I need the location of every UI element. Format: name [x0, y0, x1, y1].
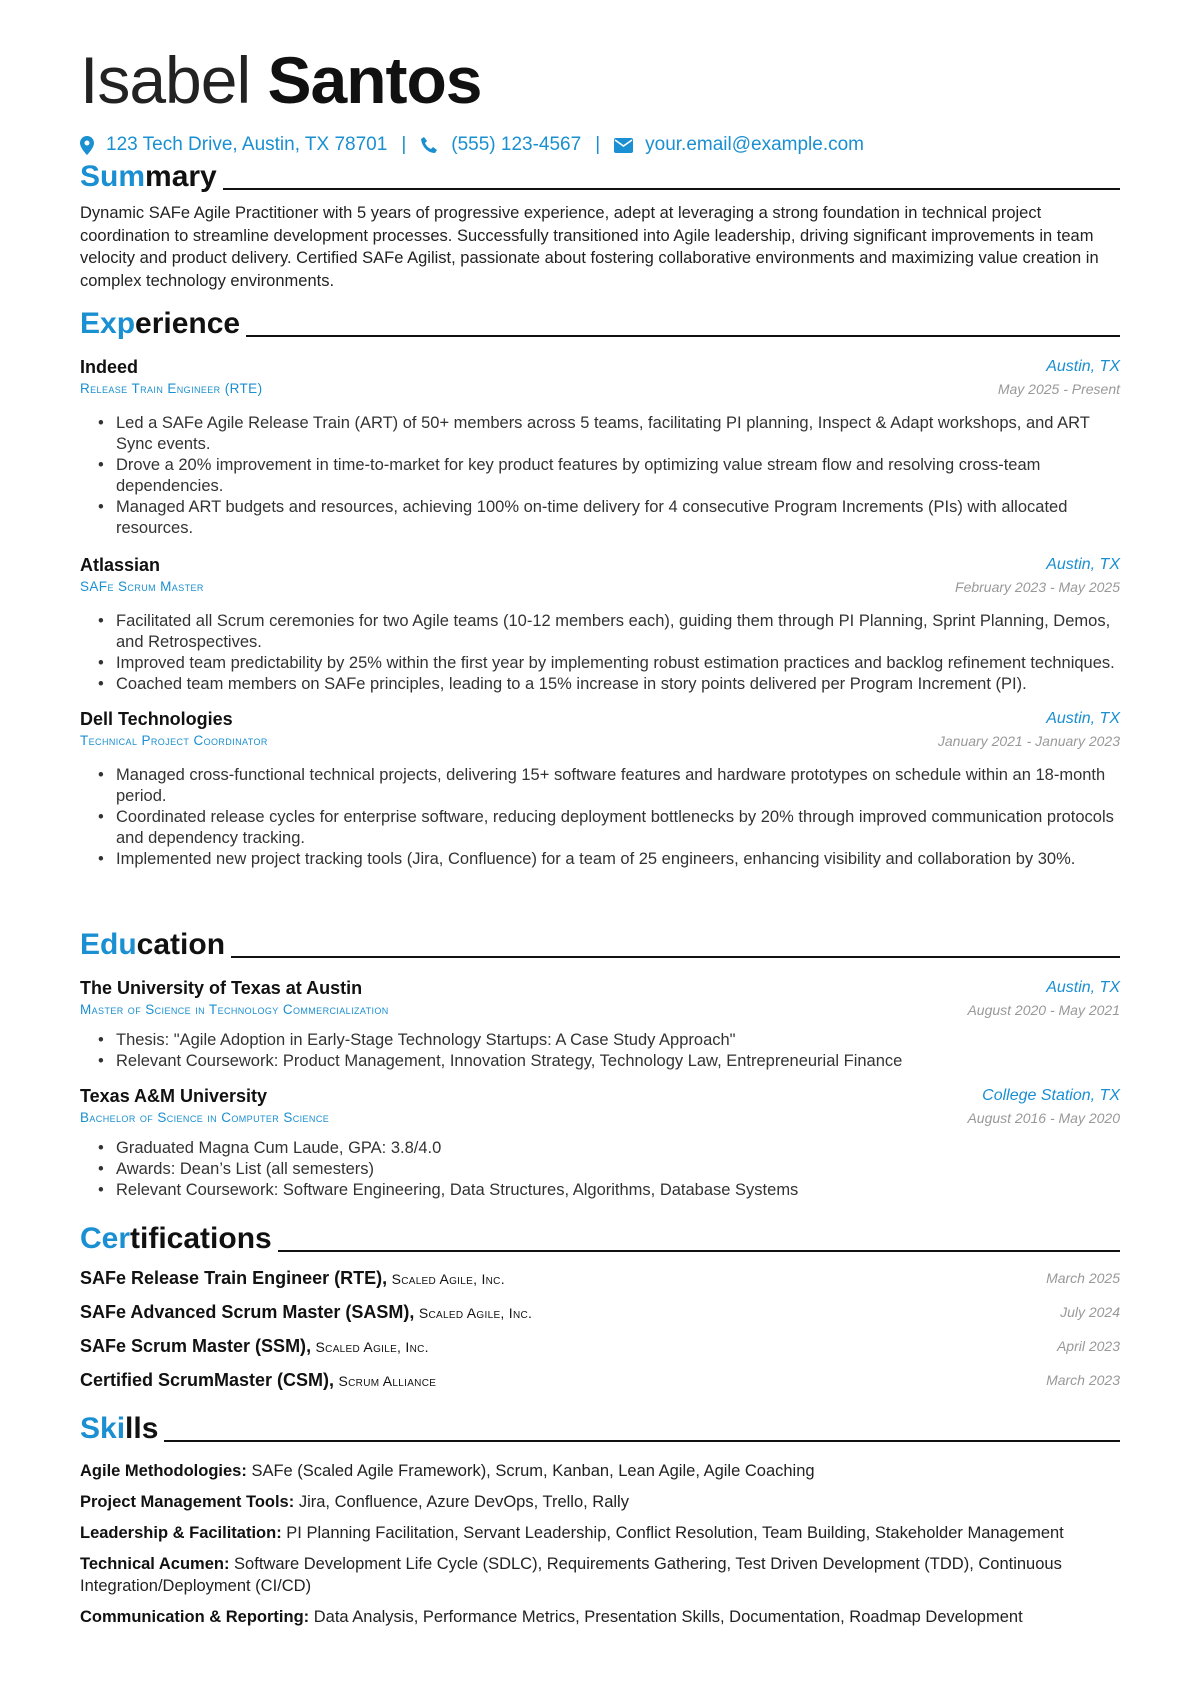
job-company: Indeed	[80, 357, 139, 377]
first-name: Isabel	[80, 43, 251, 117]
skill-value: Jira, Confluence, Azure DevOps, Trello, Rally	[298, 1493, 629, 1511]
job-entry	[80, 707, 1120, 870]
school-dates: August 2016 - May 2020	[967, 1110, 1120, 1126]
section-heading	[80, 1220, 1120, 1258]
job-company: Atlassian	[80, 555, 161, 575]
school-name: Texas A&M University	[80, 1086, 268, 1106]
skill-row	[80, 1491, 1120, 1513]
school-name: The University of Texas at Austin	[80, 978, 363, 998]
certification-date: March 2023	[1046, 1372, 1120, 1388]
certification-item: SAFe Release Train Engineer (RTE), Scaled Agile, Inc. March 2025	[80, 1261, 1120, 1295]
bullet-item: • Implemented new project tracking tools (Jira, Confluence) for a team of 25 engineers, enhancing visibility and collaboration by 30%.	[116, 849, 1120, 870]
section-title: Education	[80, 928, 226, 961]
section-heading	[80, 305, 1120, 343]
phone-item	[420, 134, 581, 156]
certification-list	[80, 1261, 1120, 1397]
skill-row	[80, 1522, 1120, 1544]
section-title: Summary	[80, 160, 217, 193]
section-rule	[223, 188, 1120, 190]
bullet-item: • Thesis: "Agile Adoption in Early-Stage Technology Startups: A Case Study Approach"	[116, 1030, 1120, 1051]
certification-date: April 2023	[1056, 1338, 1120, 1354]
skill-label: Project Management Tools:	[80, 1493, 295, 1511]
skill-label: Communication & Reporting:	[80, 1608, 310, 1626]
bullet-item: • Managed cross-functional technical projects, delivering 15+ software features and hardware prototypes on schedule within an 18-month period.	[116, 765, 1120, 807]
bullet-item: • Managed ART budgets and resources, achieving 100% on-time delivery for 4 consecutive Program Increments (PIs) with allocated resources.	[116, 497, 1120, 539]
bullet-item: • Improved team predictability by 25% within the first year by implementing robust estimation practices and backlog refinement techniques.	[116, 653, 1120, 674]
job-bullets	[80, 413, 1120, 539]
map-marker-icon	[80, 136, 94, 155]
phone-text: (555) 123-4567	[451, 134, 582, 155]
email-link[interactable]: your.email@example.com	[645, 134, 864, 155]
job-location: Austin, TX	[1046, 710, 1120, 727]
job-title: SAFe Scrum Master	[80, 579, 204, 594]
bullet-item: • Relevant Coursework: Software Engineering, Data Structures, Algorithms, Database Systems	[116, 1180, 1120, 1201]
job-bullets	[80, 765, 1120, 870]
skills-list	[80, 1460, 1120, 1628]
section-title: Certifications	[80, 1222, 272, 1255]
bullet-item: • Led a SAFe Agile Release Train (ART) of 50+ members across 5 teams, facilitating PI planning, Inspect & Adapt workshops, and ART Sync events.	[116, 413, 1120, 455]
email-item[interactable]	[614, 134, 864, 156]
certification-item: SAFe Advanced Scrum Master (SASM), Scaled Agile, Inc. July 2024	[80, 1295, 1120, 1329]
section-rule	[231, 956, 1120, 958]
skill-value: PI Planning Facilitation, Servant Leadership, Conflict Resolution, Team Building, Stakeholder Management	[286, 1524, 1064, 1542]
certification-name: SAFe Release Train Engineer (RTE)	[80, 1268, 383, 1288]
envelope-icon	[614, 138, 633, 153]
contact-separator: |	[595, 134, 601, 155]
bullet-item: • Coordinated release cycles for enterprise software, reducing deployment bottlenecks by 20% through improved communication protocols and dependency tracking.	[116, 807, 1120, 849]
certifications-section	[80, 1220, 1120, 1397]
bullet-item: • Facilitated all Scrum ceremonies for two Agile teams (10-12 members each), guiding them through PI Planning, Sprint Planning, Demos, and Retrospectives.	[116, 611, 1120, 653]
bullet-item: • Relevant Coursework: Product Management, Innovation Strategy, Technology Law, Entrepreneurial Finance	[116, 1051, 1120, 1072]
job-title: Technical Project Coordinator	[80, 733, 268, 748]
certification-name: SAFe Advanced Scrum Master (SASM)	[80, 1302, 410, 1322]
section-title: Skills	[80, 1412, 159, 1445]
certification-name: Certified ScrumMaster (CSM)	[80, 1370, 330, 1390]
job-entry	[80, 553, 1120, 695]
education-entry	[80, 1084, 1120, 1201]
contact-separator: |	[401, 134, 407, 155]
candidate-name	[80, 40, 482, 120]
degree-title: Master of Science in Technology Commercialization	[80, 1002, 389, 1017]
summary-text: Dynamic SAFe Agile Practitioner with 5 years of progressive experience, adept at leveraging a strong foundation in technical project coordination to streamline development processes. Successfully transitioned into Agile leadership, driving significant improvements in team velocity and product delivery. Certified SAFe Agilist, passionate about fostering collaborative environments and maximizing value creation in complex technology environments.	[80, 204, 1099, 290]
job-dates: January 2021 - January 2023	[937, 733, 1120, 749]
bullet-item: • Graduated Magna Cum Laude, GPA: 3.8/4.0	[116, 1138, 1120, 1159]
skill-row	[80, 1606, 1120, 1628]
phone-icon	[420, 136, 439, 155]
school-dates: August 2020 - May 2021	[967, 1002, 1120, 1018]
section-rule	[246, 335, 1120, 337]
section-rule	[278, 1250, 1120, 1252]
skill-row	[80, 1553, 1120, 1597]
job-title: Release Train Engineer (RTE)	[80, 381, 263, 396]
certification-name: SAFe Scrum Master (SSM)	[80, 1336, 307, 1356]
experience-section	[80, 305, 1120, 870]
section-heading	[80, 158, 1120, 196]
job-location: Austin, TX	[1046, 556, 1120, 573]
education-bullets	[80, 1030, 1120, 1072]
section-heading	[80, 926, 1120, 964]
certification-date: July 2024	[1060, 1304, 1120, 1320]
certification-item: SAFe Scrum Master (SSM), Scaled Agile, Inc. April 2023	[80, 1329, 1120, 1363]
job-dates: February 2023 - May 2025	[955, 579, 1120, 595]
degree-title: Bachelor of Science in Computer Science	[80, 1110, 330, 1125]
school-location: College Station, TX	[982, 1087, 1120, 1104]
skill-row	[80, 1460, 1120, 1482]
job-company: Dell Technologies	[80, 709, 233, 729]
bullet-item: • Awards: Dean’s List (all semesters)	[116, 1159, 1120, 1180]
certification-issuer: Scaled Agile, Inc.	[418, 1305, 533, 1321]
skill-value: Data Analysis, Performance Metrics, Presentation Skills, Documentation, Roadmap Development	[313, 1608, 1023, 1626]
contact-line	[80, 134, 864, 156]
summary-section	[80, 158, 1120, 292]
job-location: Austin, TX	[1046, 358, 1120, 375]
skill-value: SAFe (Scaled Agile Framework), Scrum, Kanban, Lean Agile, Agile Coaching	[251, 1462, 815, 1480]
skill-label: Technical Acumen:	[80, 1555, 230, 1573]
education-bullets	[80, 1138, 1120, 1201]
section-rule	[164, 1440, 1120, 1442]
school-location: Austin, TX	[1046, 979, 1120, 996]
certification-issuer: Scrum Alliance	[338, 1373, 437, 1389]
address-text: 123 Tech Drive, Austin, TX 78701	[106, 134, 388, 155]
job-entry	[80, 355, 1120, 539]
skill-label: Agile Methodologies:	[80, 1462, 247, 1480]
certification-issuer: Scaled Agile, Inc.	[315, 1339, 429, 1355]
job-dates: May 2025 - Present	[997, 381, 1120, 397]
certification-date: March 2025	[1046, 1270, 1120, 1286]
bullet-item: • Drove a 20% improvement in time-to-market for key product features by optimizing value stream flow and resolving cross-team dependencies.	[116, 455, 1120, 497]
education-section	[80, 926, 1120, 1201]
certification-item: Certified ScrumMaster (CSM), Scrum Alliance March 2023	[80, 1363, 1120, 1397]
section-heading	[80, 1410, 1120, 1448]
address-item	[80, 134, 387, 156]
skills-section	[80, 1410, 1120, 1637]
section-title: Experience	[80, 307, 241, 340]
certification-issuer: Scaled Agile, Inc.	[391, 1271, 505, 1287]
job-bullets	[80, 611, 1120, 695]
skill-label: Leadership & Facilitation:	[80, 1524, 282, 1542]
education-entry	[80, 976, 1120, 1072]
bullet-item: • Coached team members on SAFe principles, leading to a 15% increase in story points delivered per Program Increment (PI).	[116, 674, 1120, 695]
skill-value: Software Development Life Cycle (SDLC), Requirements Gathering, Test Driven Development (TDD), Continuous Integration/Deployment (CI/CD)	[80, 1555, 1062, 1595]
last-name: Santos	[267, 43, 482, 117]
